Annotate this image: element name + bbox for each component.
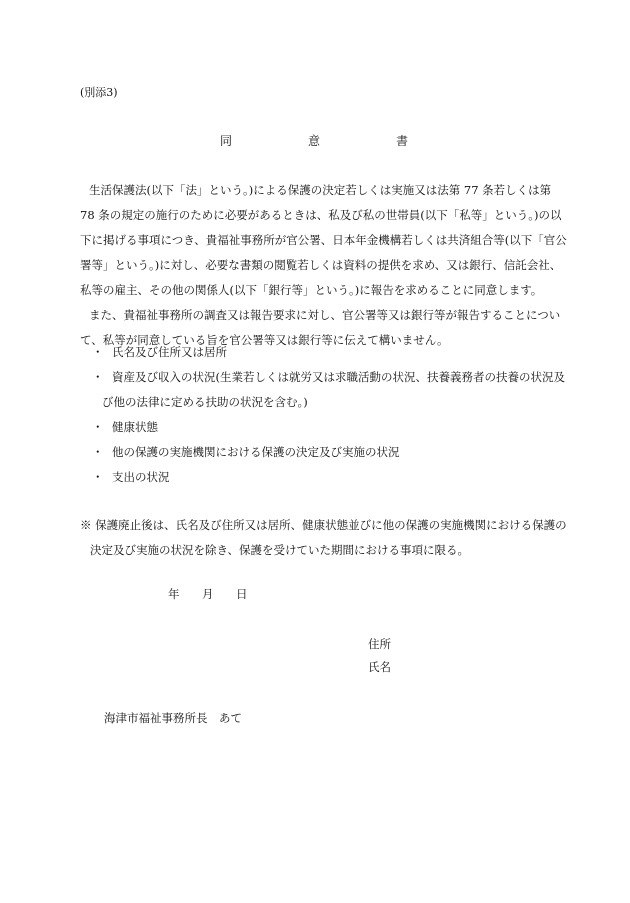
list-item-text: 氏名及び住所又は居所 (112, 345, 227, 359)
bullet: ・ (92, 470, 104, 484)
list-item (80, 465, 560, 490)
bullet: ・ (92, 370, 104, 384)
date-year: 年 (168, 587, 180, 601)
title-char-1: 同 (220, 134, 233, 148)
bullet: ・ (92, 345, 104, 359)
consent-body (80, 178, 567, 353)
address-label: 住所 (368, 637, 391, 651)
footnote-line: ※ 保護廃止後は、氏名及び住所又は居所、健康状態並びに他の保護の実施機関における保護の (80, 518, 567, 532)
title-char-2: 意 (308, 134, 321, 148)
list-item-text: 健康状態 (112, 420, 158, 434)
bullet: ・ (92, 445, 104, 459)
date-month: 月 (202, 587, 214, 601)
title-char-3: 書 (396, 134, 409, 148)
body-line: 下に掲げる事項につき、貴福祉事務所が官公署、日本年金機構若しくは共済組合等(以下「官公 (80, 233, 567, 247)
addressee: 海津市福祉事務所長 あて (104, 711, 242, 725)
body-line: 78 条の規定の施行のために必要があるときは、私及び私の世帯員(以下「私等」という。)の以 (80, 208, 562, 222)
list-item-continuation-text: び他の法律に定める扶助の状況を含む。) (102, 395, 308, 409)
list-item-text: 他の保護の実施機関における保護の決定及び実施の状況 (112, 445, 400, 459)
disclosure-items-list (80, 340, 565, 490)
appendix-label: (別添3) (80, 86, 118, 99)
date-line (0, 586, 630, 606)
body-line: 生活保護法(以下「法」という。)による保護の決定若しくは実施又は法第 77 条若しくは第 (89, 183, 552, 197)
list-item (80, 440, 560, 465)
body-line: て、私等が同意している旨を官公署等又は銀行等に伝えて構いません。 (80, 333, 449, 347)
list-item (80, 340, 560, 365)
body-line: 署等」という。)に対し、必要な書類の閲覧若しくは資料の提供を求め、又は銀行、信託会社、 (80, 258, 562, 272)
date-day: 日 (236, 587, 248, 601)
list-item (80, 415, 560, 440)
list-item-continuation (80, 390, 560, 415)
body-line: また、貴福祉事務所の調査又は報告要求に対し、官公署等又は銀行等が報告することについ (89, 308, 561, 322)
footnote-line: 決定及び実施の状況を除き、保護を受けていた期間における事項に限る。 (90, 543, 470, 557)
name-label: 氏名 (368, 660, 391, 674)
list-item-text: 支出の状況 (112, 470, 170, 484)
list-item (80, 365, 565, 390)
document-title (220, 132, 410, 150)
footnote (80, 513, 567, 563)
list-item-text: 資産及び収入の状況(生業若しくは就労又は求職活動の状況、扶養義務者の扶養の状況及 (112, 370, 565, 384)
bullet: ・ (92, 420, 104, 434)
body-line: 私等の雇主、その他の関係人(以下「銀行等」という。)に報告を求めることに同意します。 (80, 283, 543, 297)
